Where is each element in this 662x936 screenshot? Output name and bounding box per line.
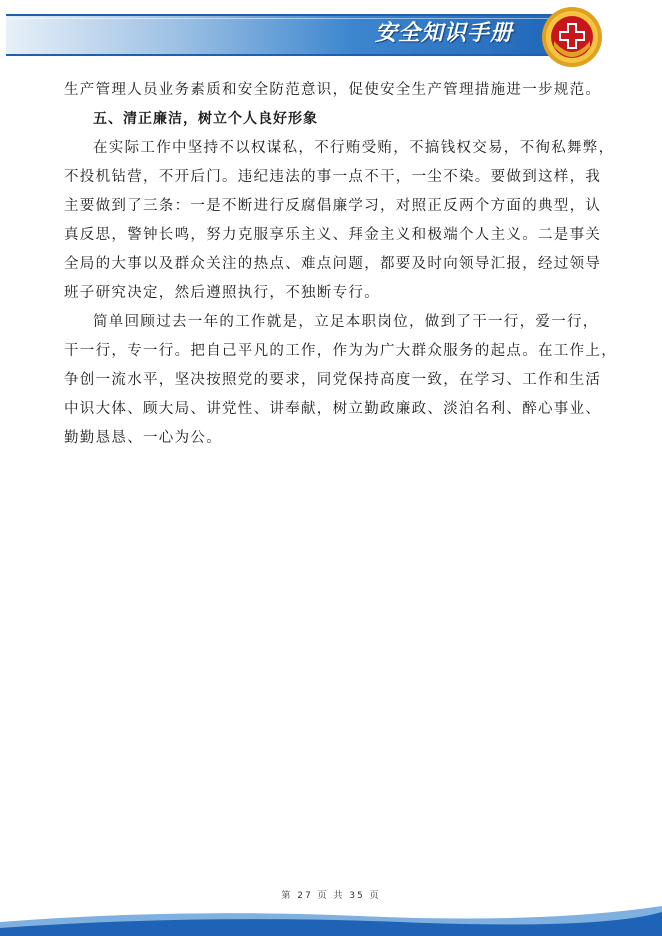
document-body [64, 76, 617, 453]
paragraph-line: 干一行，专一行。把自己平凡的工作，作为为广大群众服务的起点。在工作上， [64, 343, 617, 359]
paragraph-line: 全局的大事以及群众关注的热点、难点问题，都要及时向领导汇报，经过领导 [64, 256, 602, 272]
paragraph-line: 在实际工作中坚持不以权谋私，不行贿受贿，不搞钱权交易，不徇私舞弊， [93, 140, 615, 156]
paragraph-line: 争创一流水平，坚决按照党的要求，同党保持高度一致，在学习、工作和生活 [64, 372, 602, 388]
paragraph-line: 真反思，警钟长鸣，努力克服享乐主义、拜金主义和极端个人主义。二是事关 [64, 227, 602, 243]
paragraph-line: 勤勤恳恳、一心为公。 [64, 430, 222, 446]
paragraph-line: 班子研究决定，然后遵照执行，不独断专行。 [64, 285, 380, 301]
paragraph-line: 中识大体、顾大局、讲党性、讲奉献，树立勤政廉政、淡泊名利、醉心事业、 [64, 401, 602, 417]
paragraph-line: 主要做到了三条：一是不断进行反腐倡廉学习，对照正反两个方面的典型，认 [64, 198, 602, 214]
header-title: 安全知识手册 [375, 21, 514, 46]
page-number: 第 27 页 共 35 页 [281, 891, 381, 901]
paragraph-line: 不投机钻营，不开后门。违纪违法的事一点不干，一尘不染。要做到这样，我 [64, 169, 602, 185]
paragraph-line: 生产管理人员业务素质和安全防范意识，促使安全生产管理措施进一步规范。 [64, 82, 602, 98]
section-heading: 五、清正廉洁，树立个人良好形象 [93, 111, 318, 127]
safety-emblem-icon [540, 5, 604, 69]
footer-wave [0, 900, 662, 936]
paragraph-line: 简单回顾过去一年的工作就是，立足本职岗位，做到了干一行，爱一行， [93, 314, 599, 330]
